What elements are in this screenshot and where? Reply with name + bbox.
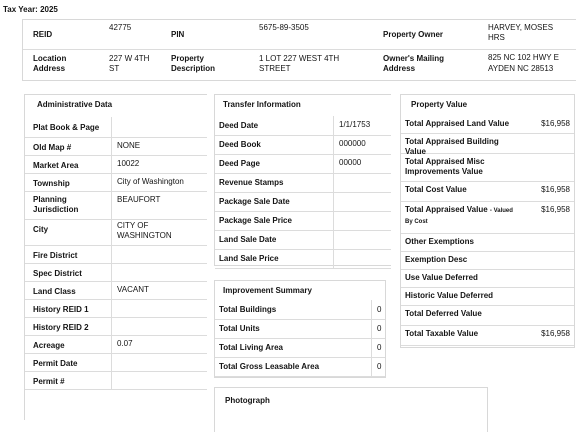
transfer-row bbox=[215, 211, 391, 231]
admin-row bbox=[25, 155, 207, 174]
property-value-amount: $16,958 bbox=[541, 329, 570, 338]
column-divider bbox=[333, 230, 334, 249]
column-divider bbox=[333, 249, 334, 268]
admin-row-label: Township bbox=[33, 179, 70, 188]
reid-label: REID bbox=[33, 30, 53, 39]
admin-row bbox=[25, 245, 207, 264]
column-divider bbox=[111, 299, 112, 317]
property-value-row bbox=[401, 251, 574, 270]
transfer-information-panel bbox=[214, 94, 391, 266]
admin-row-value: VACANT bbox=[117, 285, 149, 294]
transfer-row-label: Deed Date bbox=[219, 121, 259, 130]
transfer-row-label: Land Sale Date bbox=[219, 235, 277, 244]
property-value-label bbox=[405, 205, 515, 227]
property-value-row bbox=[401, 287, 574, 306]
column-divider bbox=[111, 173, 112, 191]
property-value-amount: $16,958 bbox=[541, 119, 570, 128]
admin-row-label: History REID 1 bbox=[33, 305, 89, 314]
admin-row-value: City of Washington bbox=[117, 177, 184, 186]
transfer-row bbox=[215, 154, 391, 174]
column-divider bbox=[371, 300, 372, 319]
mailing-label: Owner's Mailing Address bbox=[383, 54, 445, 73]
property-value-label-text: Exemption Desc bbox=[405, 255, 468, 264]
property-value-label-text: Other Exemptions bbox=[405, 237, 474, 246]
property-value-row bbox=[401, 153, 574, 182]
admin-row-label: Fire District bbox=[33, 251, 78, 260]
improvement-row-value: 0 bbox=[377, 343, 382, 352]
property-value-label-text: Use Value Deferred bbox=[405, 273, 478, 282]
divider bbox=[23, 49, 576, 50]
improvement-row-value: 0 bbox=[377, 305, 382, 314]
transfer-row bbox=[215, 116, 391, 136]
valued-by-note: - Valued By Cost bbox=[405, 208, 513, 225]
admin-row bbox=[25, 191, 207, 220]
admin-row bbox=[25, 299, 207, 318]
description-value: 1 LOT 227 WEST 4TH STREET bbox=[259, 54, 340, 73]
transfer-title: Transfer Information bbox=[223, 100, 301, 109]
property-value-amount: $16,958 bbox=[541, 205, 570, 214]
property-value-row bbox=[401, 115, 574, 134]
tax-year: Tax Year: 2025 bbox=[3, 5, 58, 14]
admin-row bbox=[25, 173, 207, 192]
transfer-row-label: Package Sale Date bbox=[219, 197, 290, 206]
property-value-row bbox=[401, 181, 574, 202]
property-value-row bbox=[401, 325, 574, 346]
improvement-row bbox=[215, 300, 385, 320]
admin-row bbox=[25, 353, 207, 372]
photograph-title: Photograph bbox=[225, 396, 270, 405]
admin-row bbox=[25, 371, 207, 390]
admin-row bbox=[25, 335, 207, 354]
admin-row-label: Land Class bbox=[33, 287, 76, 296]
property-value-label bbox=[405, 255, 515, 265]
admin-row-label: History REID 2 bbox=[33, 323, 89, 332]
property-value-label-text: Total Appraised Land Value bbox=[405, 119, 510, 128]
transfer-row-value: 000000 bbox=[339, 139, 366, 148]
transfer-row bbox=[215, 192, 391, 212]
transfer-row-label: Revenue Stamps bbox=[219, 178, 284, 187]
property-value-label-text: Total Appraised Value bbox=[405, 205, 488, 214]
improvement-row bbox=[215, 357, 385, 377]
transfer-row-value: 1/1/1753 bbox=[339, 120, 371, 129]
column-divider bbox=[333, 173, 334, 192]
admin-row-label: Old Map # bbox=[33, 143, 72, 152]
location-value: 227 W 4TH ST bbox=[109, 54, 150, 73]
transfer-row-value: 00000 bbox=[339, 158, 362, 167]
column-divider bbox=[111, 335, 112, 353]
admin-row-label: Spec District bbox=[33, 269, 82, 278]
property-value-label-text: Historic Value Deferred bbox=[405, 291, 494, 300]
admin-row-label: Planning Jurisdiction bbox=[33, 195, 79, 214]
transfer-row bbox=[215, 173, 391, 193]
pin-label: PIN bbox=[171, 30, 185, 39]
property-value-label-text: Total Deferred Value bbox=[405, 309, 482, 318]
improvement-row-label: Total Buildings bbox=[219, 305, 277, 314]
column-divider bbox=[371, 357, 372, 376]
column-divider bbox=[371, 319, 372, 338]
admin-row-label: Acreage bbox=[33, 341, 65, 350]
transfer-row bbox=[215, 249, 391, 269]
column-divider bbox=[111, 245, 112, 263]
property-value-label-text: Total Taxable Value bbox=[405, 329, 479, 338]
admin-row bbox=[25, 317, 207, 336]
property-value-row bbox=[401, 201, 574, 234]
admin-row-value: NONE bbox=[117, 141, 141, 150]
column-divider bbox=[111, 117, 112, 137]
column-divider bbox=[111, 137, 112, 155]
transfer-row bbox=[215, 135, 391, 155]
admin-row-value: 0.07 bbox=[117, 339, 133, 348]
owner-value: HARVEY, MOSES HRS bbox=[488, 23, 554, 42]
column-divider bbox=[111, 317, 112, 335]
transfer-row-label: Package Sale Price bbox=[219, 216, 292, 225]
improvement-row-label: Total Living Area bbox=[219, 343, 284, 352]
property-value-label bbox=[405, 329, 515, 339]
column-divider bbox=[333, 135, 334, 154]
improvement-row-value: 0 bbox=[377, 324, 382, 333]
admin-row-label: City bbox=[33, 225, 49, 234]
admin-row-label: Plat Book & Page bbox=[33, 123, 100, 132]
column-divider bbox=[111, 353, 112, 371]
pin-value: 5675-89-3505 bbox=[259, 23, 309, 32]
transfer-row-label: Deed Page bbox=[219, 159, 260, 168]
mailing-value-line2: AYDEN NC 28513 bbox=[488, 64, 554, 73]
property-value-panel bbox=[400, 94, 575, 348]
property-value-label bbox=[405, 291, 515, 301]
transfer-row-label: Land Sale Price bbox=[219, 254, 279, 263]
column-divider bbox=[111, 191, 112, 219]
admin-row-label: Permit # bbox=[33, 377, 65, 386]
column-divider bbox=[371, 338, 372, 357]
column-divider bbox=[333, 116, 334, 135]
property-value-row bbox=[401, 305, 574, 326]
property-value-title: Property Value bbox=[411, 100, 468, 109]
admin-row bbox=[25, 219, 207, 246]
property-value-label-text: Total Appraised Misc Improvements Value bbox=[405, 157, 485, 176]
mailing-value-line1: 825 NC 102 HWY E bbox=[488, 53, 559, 62]
column-divider bbox=[111, 219, 112, 245]
improvement-summary-panel bbox=[214, 280, 386, 378]
transfer-row bbox=[215, 230, 391, 250]
property-value-label bbox=[405, 237, 515, 247]
property-value-row bbox=[401, 269, 574, 288]
admin-row-label: Market Area bbox=[33, 161, 79, 170]
property-value-label bbox=[405, 309, 515, 319]
property-value-label-text: Total Cost Value bbox=[405, 185, 467, 194]
improvement-row-label: Total Gross Leasable Area bbox=[219, 362, 320, 371]
column-divider bbox=[333, 211, 334, 230]
admin-row bbox=[25, 281, 207, 300]
property-value-row bbox=[401, 233, 574, 252]
reid-value: 42775 bbox=[109, 23, 132, 32]
admin-row bbox=[25, 137, 207, 156]
property-value-label bbox=[405, 273, 515, 283]
column-divider bbox=[111, 281, 112, 299]
improvement-title: Improvement Summary bbox=[223, 286, 312, 295]
admin-row bbox=[25, 117, 207, 138]
admin-row-label: Permit Date bbox=[33, 359, 78, 368]
column-divider bbox=[333, 192, 334, 211]
column-divider bbox=[111, 263, 112, 281]
property-value-label bbox=[405, 119, 515, 129]
property-value-label-text: Total Appraised Building Value bbox=[405, 137, 499, 156]
location-label: Location Address bbox=[33, 54, 67, 73]
administrative-data-panel bbox=[24, 94, 207, 420]
admin-row-value: 10022 bbox=[117, 159, 140, 168]
admin-row-value: BEAUFORT bbox=[117, 195, 161, 204]
property-value-amount: $16,958 bbox=[541, 185, 570, 194]
photograph-panel bbox=[214, 387, 488, 432]
improvement-row-value: 0 bbox=[377, 362, 382, 371]
column-divider bbox=[111, 371, 112, 389]
property-value-label bbox=[405, 157, 515, 177]
improvement-row bbox=[215, 319, 385, 339]
description-label: Property Description bbox=[171, 54, 216, 73]
property-value-row bbox=[401, 133, 574, 154]
transfer-row-label: Deed Book bbox=[219, 140, 261, 149]
property-header-box bbox=[22, 19, 576, 81]
admin-row bbox=[25, 263, 207, 282]
admin-row-value: CITY OF WASHINGTON bbox=[117, 221, 172, 240]
improvement-row-label: Total Units bbox=[219, 324, 260, 333]
column-divider bbox=[333, 154, 334, 173]
improvement-row bbox=[215, 338, 385, 358]
admin-title: Administrative Data bbox=[37, 100, 113, 109]
owner-label: Property Owner bbox=[383, 30, 444, 39]
property-value-label bbox=[405, 185, 515, 195]
column-divider bbox=[111, 155, 112, 173]
